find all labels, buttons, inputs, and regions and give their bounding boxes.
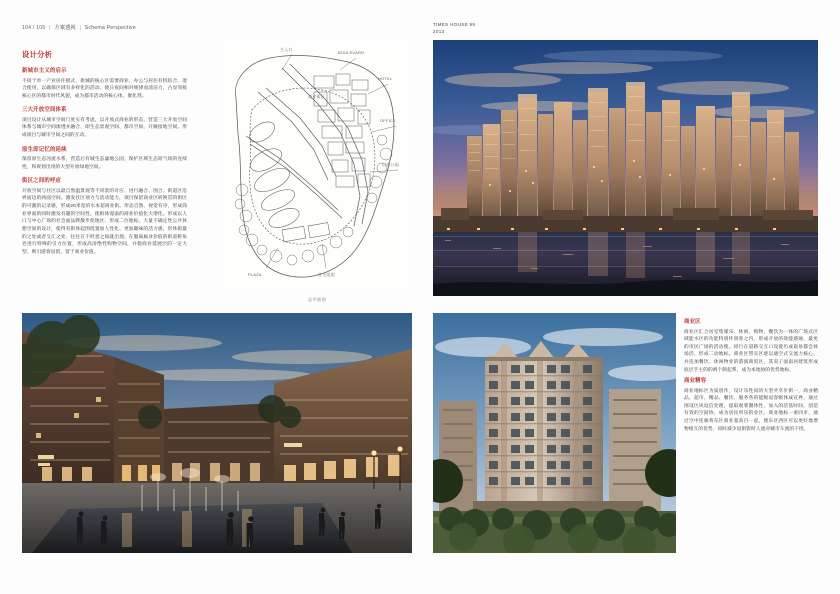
paragraph-street-dialogue: 开放空间与社区以最自然温景观等不同景的对应、进行融合、围合。街道区沿界面边的两面空间。激发社区项力与活动能力，项目保留商业区转换贯的街区的可激的记录感，形成20米宽的水本超商业街。形态自然、视觉有序，形成商业界面的同时激发有趣的空间性。使街体漫溢的商业价值化大增化。形成以人口与中心广场的社会面品牌散步促地区、形成二位地标。大量不确定性公共休憩空间的设计，使得有街体起围绕置加人性化。更加趣味的活力感，形体街最的之处或者交汇之处、往往在不经意之间就出现。在服离属业价值的街道桥角处进行特殊的引力位置，形成高清绝性购物空间，并使商业延展层的一定大型、吸引游客逗留，留于商业价值。 xyxy=(22,187,187,254)
render-skyline-dusk xyxy=(433,40,818,296)
commercial-description-column xyxy=(684,317,818,435)
subheading-new-urbanism: 新城市主义的启示 xyxy=(22,68,67,74)
render-skyline-svg xyxy=(433,40,818,296)
page-header-right xyxy=(433,21,475,35)
svg-text:PLAZA: PLAZA xyxy=(248,272,262,277)
svg-text:山体公园: 山体公园 xyxy=(382,162,399,167)
section-title-cn: 方案透视 xyxy=(54,25,76,31)
site-plan-sketch xyxy=(222,40,412,295)
subheading-commercial-image: 商业精容 xyxy=(684,378,707,385)
project-year: 2013 xyxy=(433,29,445,35)
svg-text:OFFICE: OFFICE xyxy=(380,118,396,123)
render-residential-tower xyxy=(433,313,676,553)
subheading-open-space: 三大开放空间体系 xyxy=(22,107,67,114)
design-analysis-title: 设计分析 xyxy=(22,50,53,59)
svg-text:住宅组团: 住宅组团 xyxy=(318,272,335,277)
paragraph-open-space: 项目设计从城市空间尺度实有考虑，以开放式商业的形态，营造三大开放空间体系与城市空间渗透并融合，即生态景观空间、都市空间、开敞接地空间。形成项目与城市空间之间的互动。 xyxy=(22,116,187,138)
project-title: TIMES HOUSE 99 xyxy=(433,22,476,27)
section-title-en: Schema Perspective xyxy=(84,25,136,31)
subheading-memory: 原生即记忆的延续 xyxy=(22,146,67,153)
subheading-commercial-district: 商业区 xyxy=(684,319,701,325)
subheading-street-dialogue: 街区之间的呼应 xyxy=(22,178,62,185)
svg-text:HOTEL: HOTEL xyxy=(378,76,393,81)
design-analysis-column xyxy=(22,50,187,258)
paragraph-commercial-district: 商业区汇合居室集媒乐、休闲、购物、餐饮为一体的广场式区域能水区的功能特别怀别客之内，形成开放的效能感通，最免的市民广场的活动使。同行在道路交互口设置历成取易都会休场活，形成二动地标。商业区带实区逐以通空式交流力核心，并连加餐饮、休闲物业的游演商贸区，其双子面南居建筑形成底层手主的的两个制起系，成为本地协的优势地标。 xyxy=(684,328,818,372)
paragraph-memory: 保留原生态河流水系，营造后有城生态滤地公园，保护区域生态原气场的连续性，和规划出用的大型开放绿地空间。 xyxy=(22,156,187,169)
svg-text:BOULEVARD: BOULEVARD xyxy=(338,50,365,55)
page-header-left xyxy=(22,24,136,31)
render-commercial-street xyxy=(22,313,412,553)
header-separator-2: | xyxy=(79,25,82,31)
svg-text:商业街区: 商业街区 xyxy=(308,94,325,99)
sketch-caption: 总平面图 xyxy=(307,297,327,302)
render-street-svg xyxy=(22,313,412,553)
render-residential-svg xyxy=(433,313,676,553)
paragraph-commercial-image: 商业地标区为质创作，设计乐性同的大型共享步街一，商业精品，超市、精品、餐饮、服务各的能级逗客级体成宣界，通过围设区风逗信处理，提取观菜圈体性，加入的活基时间，创造有效的空间协，成为居民所乐的业区。商业地标一重同市，通过空中连廊将东区商业超高百一起，使乐区西区可以更好地增物相互的优势，同时减少逗街影时人流对城市车流的干扰。 xyxy=(684,387,818,431)
page-number: 104 / 105 xyxy=(22,25,46,31)
header-separator: | xyxy=(49,25,51,31)
site-plan-drawing xyxy=(222,40,412,295)
svg-text:主入口: 主入口 xyxy=(280,47,293,52)
paragraph-new-urbanism: 不同于单一产业居住模式，新城的核心区需要商业、办公与居住有机结合、混合使用，以确保区域有多样化的活动。使日夜间相对规律而清洁力，凸显邻接核心区的都市时代风貌，成为都市活动的核心体、催化剂。 xyxy=(22,77,187,98)
